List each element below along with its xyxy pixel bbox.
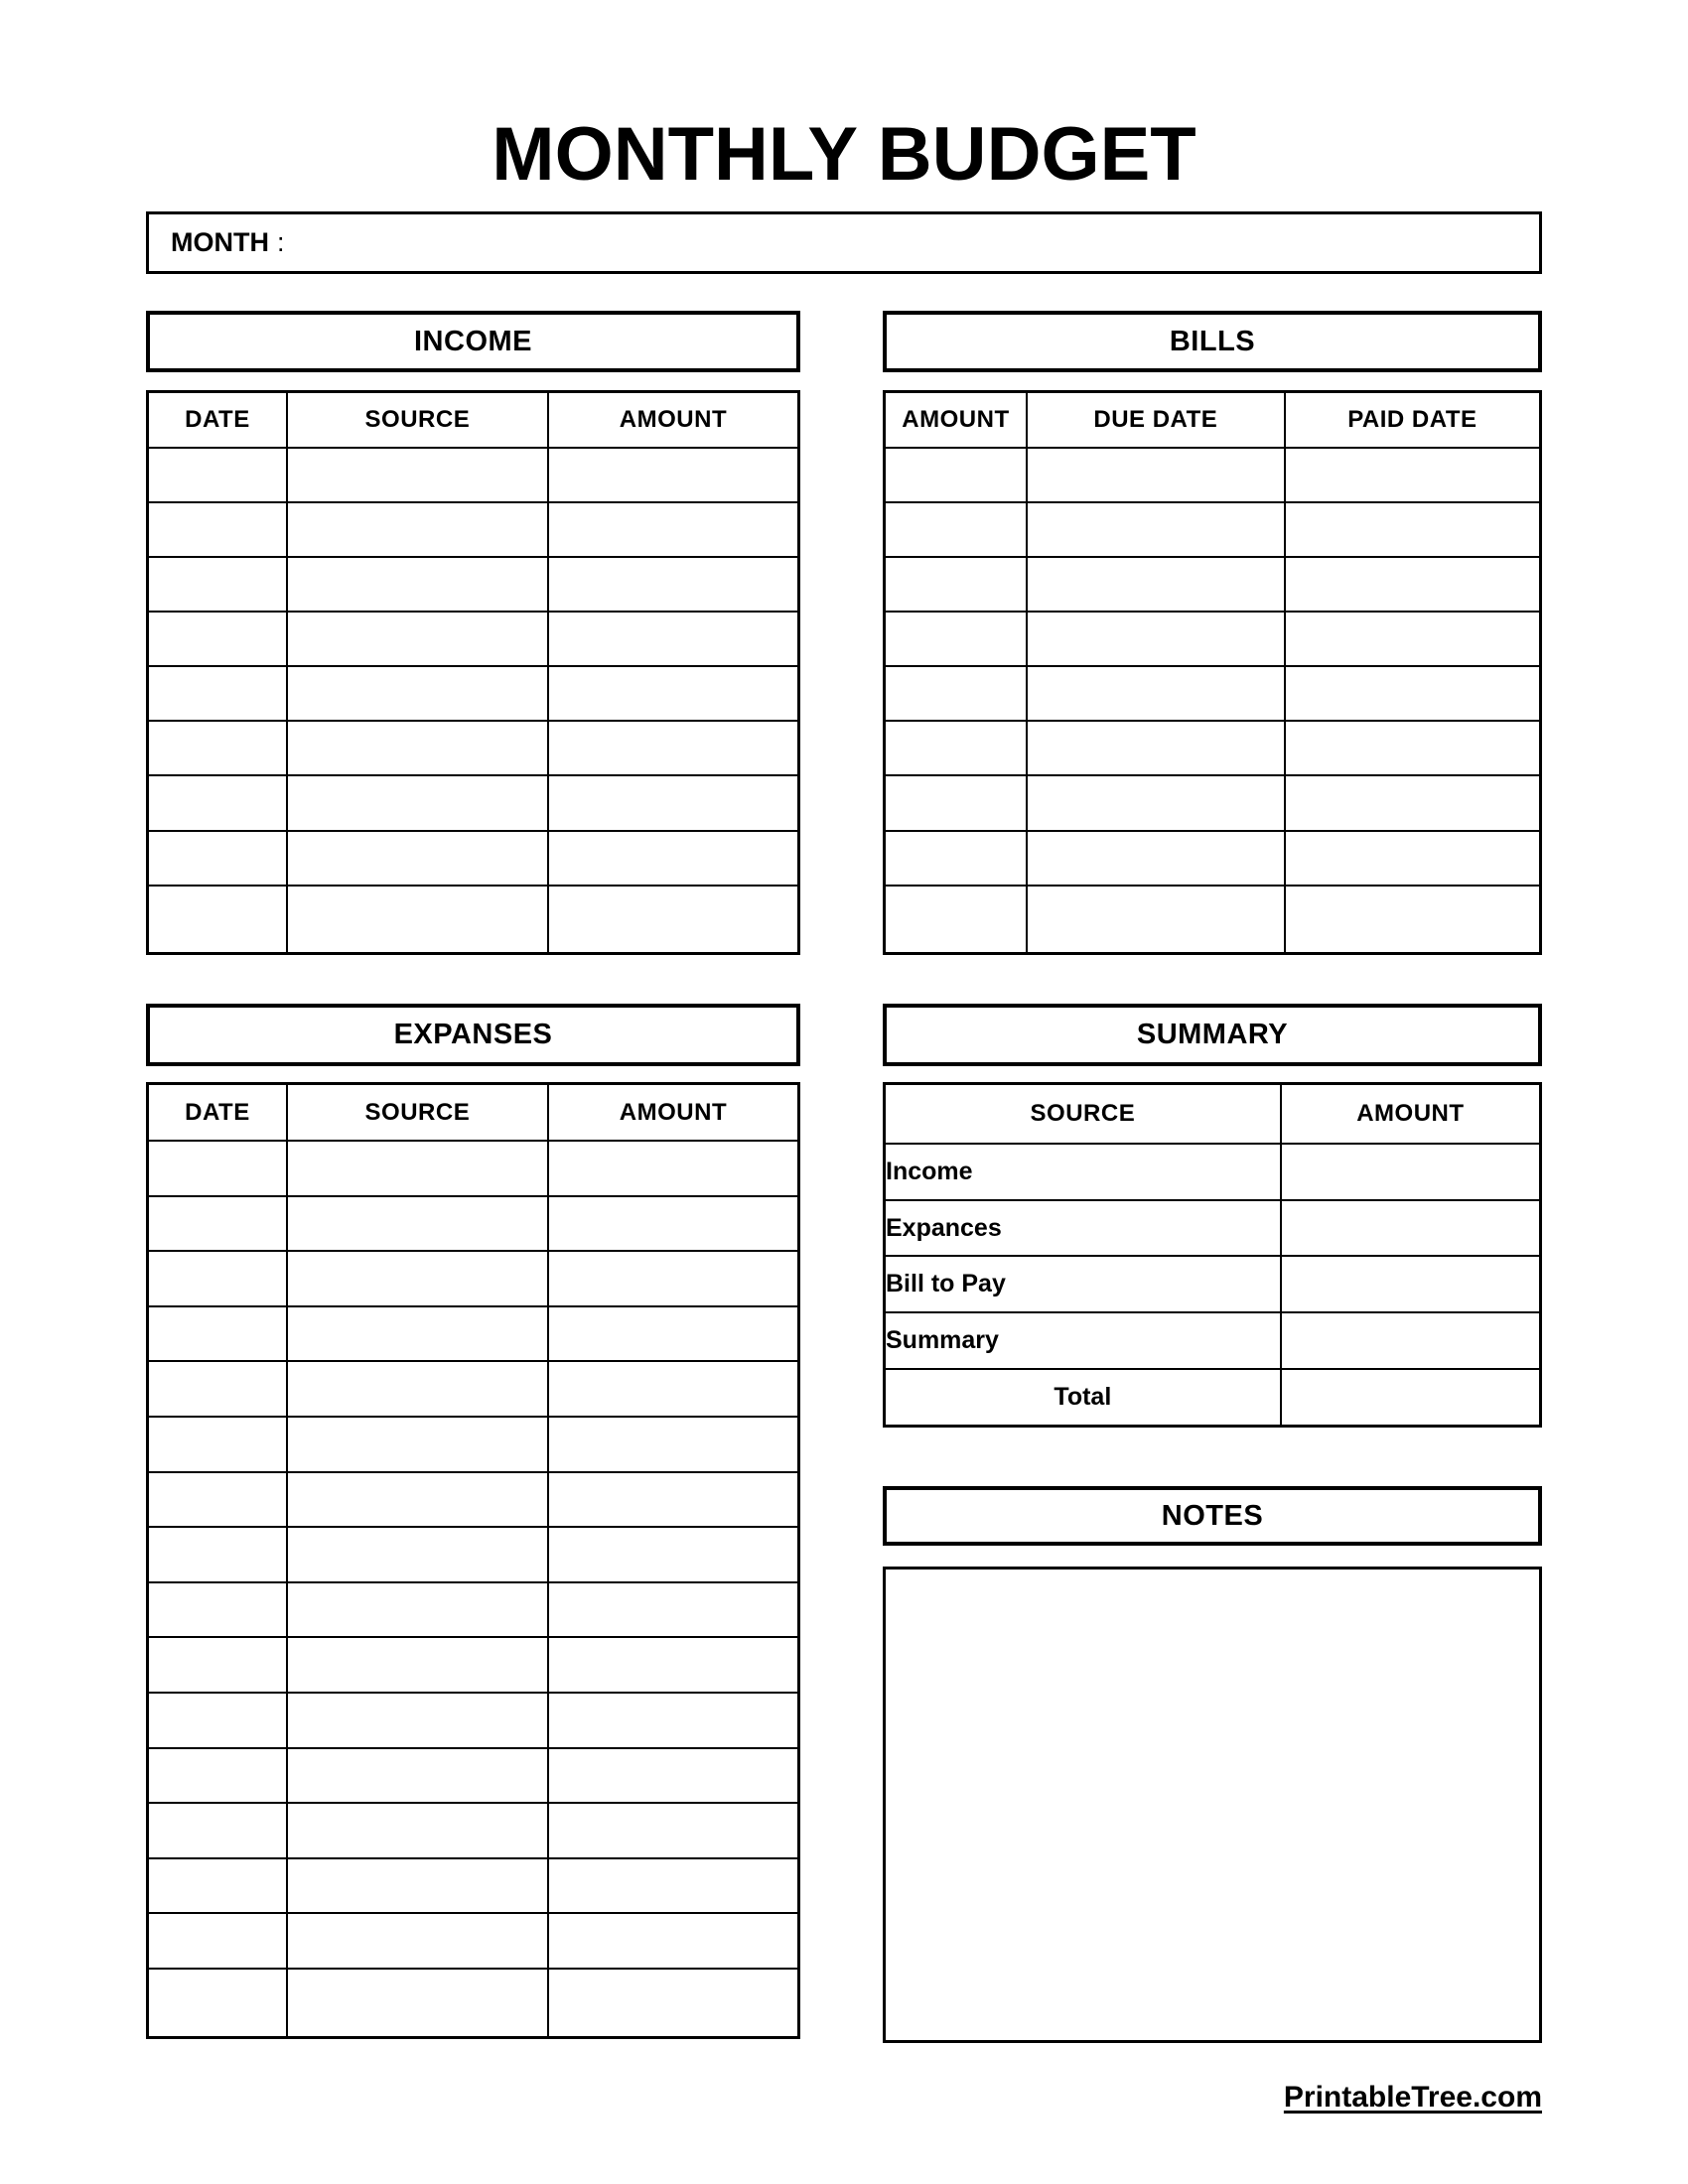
table-row bbox=[148, 1141, 799, 1196]
empty-cell[interactable] bbox=[287, 886, 548, 954]
empty-cell[interactable] bbox=[287, 831, 548, 886]
empty-cell[interactable] bbox=[548, 448, 799, 502]
empty-cell[interactable] bbox=[885, 831, 1027, 886]
table-row bbox=[148, 831, 799, 886]
empty-cell[interactable] bbox=[1027, 666, 1285, 721]
table-row bbox=[148, 1472, 799, 1528]
empty-cell[interactable] bbox=[885, 775, 1027, 830]
column-header: DATE bbox=[148, 392, 287, 449]
empty-cell[interactable] bbox=[885, 666, 1027, 721]
table-row bbox=[885, 1200, 1541, 1257]
empty-cell[interactable] bbox=[548, 1748, 799, 1804]
table-row bbox=[148, 1858, 799, 1914]
table-row bbox=[885, 1256, 1541, 1312]
column-header: SOURCE bbox=[885, 1084, 1281, 1145]
empty-cell[interactable] bbox=[287, 666, 548, 721]
empty-cell[interactable] bbox=[885, 721, 1027, 775]
table-row bbox=[148, 1417, 799, 1472]
empty-cell[interactable] bbox=[548, 1417, 799, 1472]
empty-cell[interactable] bbox=[148, 1417, 287, 1472]
income-table bbox=[146, 390, 800, 955]
empty-cell[interactable] bbox=[1285, 448, 1541, 502]
table-row bbox=[885, 448, 1541, 502]
empty-cell[interactable] bbox=[1285, 557, 1541, 612]
empty-cell[interactable] bbox=[548, 886, 799, 954]
empty-cell[interactable] bbox=[548, 1141, 799, 1196]
expanses-table bbox=[146, 1082, 800, 2039]
table-row bbox=[885, 1144, 1541, 1200]
month-colon: : bbox=[276, 227, 285, 257]
empty-cell[interactable] bbox=[148, 1306, 287, 1362]
summary-row-label: Expances bbox=[885, 1200, 1281, 1257]
column-header: DUE DATE bbox=[1027, 392, 1285, 449]
empty-cell[interactable] bbox=[287, 1361, 548, 1417]
empty-cell[interactable] bbox=[548, 502, 799, 557]
summary-row-label: Summary bbox=[885, 1312, 1281, 1369]
column-header: PAID DATE bbox=[1285, 392, 1541, 449]
empty-cell[interactable] bbox=[287, 502, 548, 557]
table-row bbox=[885, 886, 1541, 954]
empty-cell[interactable] bbox=[287, 1582, 548, 1638]
table-row bbox=[148, 886, 799, 954]
table-row bbox=[148, 1306, 799, 1362]
table-row bbox=[148, 1637, 799, 1693]
empty-cell[interactable] bbox=[287, 1913, 548, 1969]
empty-cell[interactable] bbox=[548, 557, 799, 612]
table-row bbox=[148, 1196, 799, 1252]
empty-cell[interactable] bbox=[1027, 721, 1285, 775]
empty-cell[interactable] bbox=[287, 1693, 548, 1748]
empty-cell[interactable] bbox=[548, 1306, 799, 1362]
empty-cell[interactable] bbox=[148, 1251, 287, 1306]
table-row bbox=[148, 1913, 799, 1969]
table-row bbox=[885, 1369, 1541, 1427]
header-row bbox=[148, 392, 799, 449]
empty-cell[interactable] bbox=[1285, 721, 1541, 775]
empty-cell[interactable] bbox=[1027, 612, 1285, 666]
table-row bbox=[148, 1527, 799, 1582]
table-row bbox=[148, 612, 799, 666]
empty-cell[interactable] bbox=[287, 1251, 548, 1306]
empty-cell[interactable] bbox=[287, 1196, 548, 1252]
table-row bbox=[148, 1693, 799, 1748]
empty-cell[interactable] bbox=[885, 448, 1027, 502]
empty-cell[interactable] bbox=[287, 1472, 548, 1528]
expanses-section-title: EXPANSES bbox=[146, 1004, 800, 1066]
empty-cell[interactable] bbox=[287, 557, 548, 612]
table-row bbox=[148, 1361, 799, 1417]
empty-cell[interactable] bbox=[148, 1196, 287, 1252]
table-row bbox=[148, 1969, 799, 2038]
empty-cell[interactable] bbox=[1027, 886, 1285, 954]
header-row bbox=[885, 1084, 1541, 1145]
empty-cell[interactable] bbox=[287, 1417, 548, 1472]
header-row bbox=[148, 1084, 799, 1142]
empty-cell[interactable] bbox=[548, 1582, 799, 1638]
empty-cell[interactable] bbox=[148, 666, 287, 721]
empty-cell[interactable] bbox=[148, 1748, 287, 1804]
table-row bbox=[148, 557, 799, 612]
empty-cell[interactable] bbox=[148, 1472, 287, 1528]
empty-cell[interactable] bbox=[1285, 886, 1541, 954]
column-header: AMOUNT bbox=[1281, 1084, 1541, 1145]
column-header: AMOUNT bbox=[548, 392, 799, 449]
empty-cell[interactable] bbox=[548, 1913, 799, 1969]
empty-cell[interactable] bbox=[287, 1969, 548, 2038]
table-row bbox=[148, 721, 799, 775]
empty-cell[interactable] bbox=[148, 886, 287, 954]
empty-cell[interactable] bbox=[148, 775, 287, 830]
table-row bbox=[885, 1312, 1541, 1369]
table-row bbox=[148, 1748, 799, 1804]
empty-cell[interactable] bbox=[287, 1803, 548, 1858]
empty-cell[interactable] bbox=[1027, 448, 1285, 502]
empty-cell[interactable] bbox=[148, 1969, 287, 2038]
column-header: DATE bbox=[148, 1084, 287, 1142]
empty-cell[interactable] bbox=[148, 1913, 287, 1969]
empty-cell[interactable] bbox=[548, 1472, 799, 1528]
empty-cell[interactable] bbox=[287, 721, 548, 775]
empty-cell[interactable] bbox=[287, 1141, 548, 1196]
empty-cell[interactable] bbox=[548, 1527, 799, 1582]
column-header: SOURCE bbox=[287, 1084, 548, 1142]
empty-cell[interactable] bbox=[148, 612, 287, 666]
empty-cell[interactable] bbox=[148, 831, 287, 886]
empty-cell[interactable] bbox=[287, 1637, 548, 1693]
empty-cell[interactable] bbox=[1027, 557, 1285, 612]
empty-cell[interactable] bbox=[287, 1858, 548, 1914]
summary-section-title: SUMMARY bbox=[883, 1004, 1542, 1066]
empty-cell[interactable] bbox=[148, 448, 287, 502]
empty-cell[interactable] bbox=[287, 1527, 548, 1582]
empty-cell[interactable] bbox=[148, 1361, 287, 1417]
page-title: MONTHLY BUDGET bbox=[492, 112, 1196, 197]
summary-row-label: Bill to Pay bbox=[885, 1256, 1281, 1312]
summary-amount-cell[interactable] bbox=[1281, 1200, 1541, 1257]
summary-amount-cell[interactable] bbox=[1281, 1312, 1541, 1369]
empty-cell[interactable] bbox=[1027, 831, 1285, 886]
column-header: AMOUNT bbox=[548, 1084, 799, 1142]
empty-cell[interactable] bbox=[148, 1693, 287, 1748]
empty-cell[interactable] bbox=[1285, 831, 1541, 886]
table-row bbox=[148, 666, 799, 721]
empty-cell[interactable] bbox=[548, 1693, 799, 1748]
empty-cell[interactable] bbox=[885, 502, 1027, 557]
summary-row-label: Total bbox=[885, 1369, 1281, 1427]
empty-cell[interactable] bbox=[548, 1361, 799, 1417]
empty-cell[interactable] bbox=[1285, 666, 1541, 721]
summary-amount-cell[interactable] bbox=[1281, 1144, 1541, 1200]
table-row bbox=[148, 775, 799, 830]
empty-cell[interactable] bbox=[548, 831, 799, 886]
empty-cell[interactable] bbox=[548, 612, 799, 666]
month-label: MONTH bbox=[171, 227, 269, 257]
empty-cell[interactable] bbox=[885, 612, 1027, 666]
bills-table bbox=[883, 390, 1542, 955]
summary-amount-cell[interactable] bbox=[1281, 1256, 1541, 1312]
empty-cell[interactable] bbox=[548, 1637, 799, 1693]
table-row bbox=[885, 502, 1541, 557]
empty-cell[interactable] bbox=[1285, 502, 1541, 557]
empty-cell[interactable] bbox=[1285, 775, 1541, 830]
table-row bbox=[148, 1251, 799, 1306]
empty-cell[interactable] bbox=[548, 1858, 799, 1914]
empty-cell[interactable] bbox=[148, 1803, 287, 1858]
summary-row-label: Income bbox=[885, 1144, 1281, 1200]
summary-amount-cell[interactable] bbox=[1281, 1369, 1541, 1427]
empty-cell[interactable] bbox=[548, 1196, 799, 1252]
table-row bbox=[885, 612, 1541, 666]
table-row bbox=[885, 666, 1541, 721]
income-section-title: INCOME bbox=[146, 311, 800, 372]
empty-cell[interactable] bbox=[548, 666, 799, 721]
footer-link[interactable]: PrintableTree.com bbox=[1283, 2081, 1542, 2114]
empty-cell[interactable] bbox=[148, 1141, 287, 1196]
empty-cell[interactable] bbox=[1027, 775, 1285, 830]
empty-cell[interactable] bbox=[287, 1748, 548, 1804]
month-field bbox=[146, 211, 1542, 274]
empty-cell[interactable] bbox=[1285, 612, 1541, 666]
empty-cell[interactable] bbox=[287, 1306, 548, 1362]
empty-cell[interactable] bbox=[885, 886, 1027, 954]
table-row bbox=[148, 502, 799, 557]
table-row bbox=[885, 557, 1541, 612]
table-row bbox=[148, 1582, 799, 1638]
empty-cell[interactable] bbox=[148, 1527, 287, 1582]
bills-section-title: BILLS bbox=[883, 311, 1542, 372]
month-value-area[interactable] bbox=[285, 214, 1540, 271]
column-header: SOURCE bbox=[287, 392, 548, 449]
empty-cell[interactable] bbox=[548, 1803, 799, 1858]
empty-cell[interactable] bbox=[287, 448, 548, 502]
empty-cell[interactable] bbox=[287, 612, 548, 666]
table-row bbox=[885, 721, 1541, 775]
header-row bbox=[885, 392, 1541, 449]
empty-cell[interactable] bbox=[148, 1582, 287, 1638]
empty-cell[interactable] bbox=[548, 1969, 799, 2038]
notes-area[interactable] bbox=[883, 1567, 1542, 2043]
empty-cell[interactable] bbox=[148, 557, 287, 612]
column-header: AMOUNT bbox=[885, 392, 1027, 449]
empty-cell[interactable] bbox=[885, 557, 1027, 612]
table-row bbox=[885, 831, 1541, 886]
empty-cell[interactable] bbox=[148, 502, 287, 557]
empty-cell[interactable] bbox=[287, 775, 548, 830]
empty-cell[interactable] bbox=[548, 775, 799, 830]
table-row bbox=[885, 775, 1541, 830]
empty-cell[interactable] bbox=[148, 1858, 287, 1914]
empty-cell[interactable] bbox=[548, 1251, 799, 1306]
empty-cell[interactable] bbox=[148, 1637, 287, 1693]
notes-section-title: NOTES bbox=[883, 1486, 1542, 1546]
empty-cell[interactable] bbox=[148, 721, 287, 775]
table-row bbox=[148, 448, 799, 502]
table-row bbox=[148, 1803, 799, 1858]
empty-cell[interactable] bbox=[548, 721, 799, 775]
empty-cell[interactable] bbox=[1027, 502, 1285, 557]
summary-table bbox=[883, 1082, 1542, 1428]
